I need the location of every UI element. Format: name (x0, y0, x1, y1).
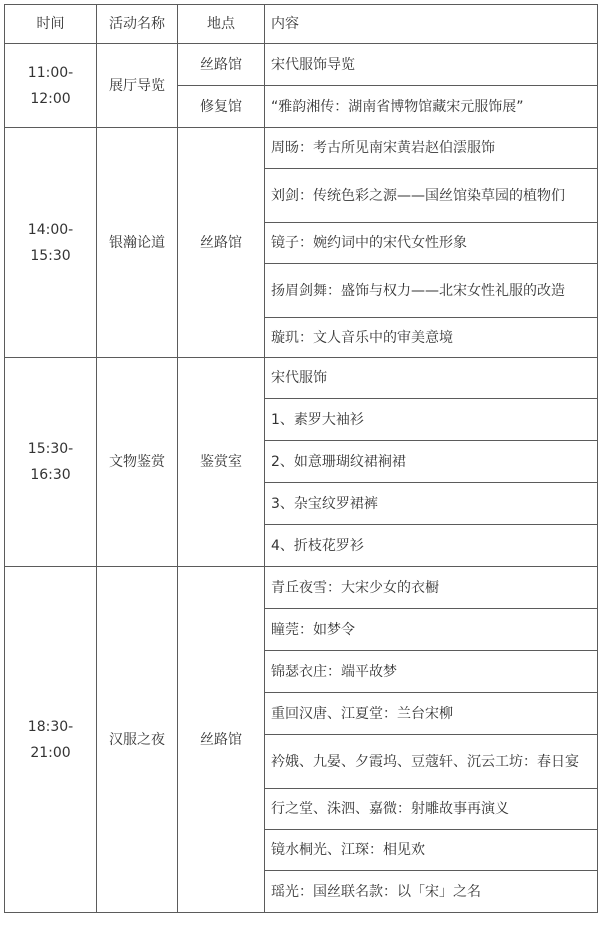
header-row (5, 5, 598, 44)
location-cell: 丝路馆 (178, 128, 265, 358)
content-cell: 周旸：考古所见南宋黄岩赵伯澐服饰 (265, 128, 598, 169)
content-cell: 宋代服饰导览 (265, 44, 598, 86)
content-cell: 锦瑟衣庄：端平故梦 (265, 651, 598, 693)
location-cell: 修复馆 (178, 86, 265, 128)
schedule-wrapper (4, 4, 598, 913)
time-cell: 15:30-16:30 (5, 358, 97, 567)
content-cell: 璇玑：文人音乐中的审美意境 (265, 318, 598, 358)
header-content: 内容 (265, 5, 598, 44)
content-cell: 重回汉唐、江夏堂：兰台宋柳 (265, 693, 598, 735)
content-cell: 刘剑：传统色彩之源——国丝馆染草园的植物们 (265, 169, 598, 223)
header-location: 地点 (178, 5, 265, 44)
time-cell: 11:00-12:00 (5, 44, 97, 128)
location-cell: 丝路馆 (178, 44, 265, 86)
content-cell: “雅韵湘传：湖南省博物馆藏宋元服饰展” (265, 86, 598, 128)
content-cell: 宋代服饰 (265, 358, 598, 399)
content-cell: 瑶光：国丝联名款：以「宋」之名 (265, 871, 598, 913)
content-cell: 瞳莞：如梦令 (265, 609, 598, 651)
content-cell: 镜水桐光、江琛：相见欢 (265, 830, 598, 871)
activity-cell: 银瀚论道 (97, 128, 178, 358)
header-time: 时间 (5, 5, 97, 44)
time-cell: 18:30-21:00 (5, 567, 97, 913)
activity-cell: 汉服之夜 (97, 567, 178, 913)
location-cell: 鉴赏室 (178, 358, 265, 567)
table-row (5, 44, 598, 86)
activity-cell: 文物鉴赏 (97, 358, 178, 567)
activity-cell: 展厅导览 (97, 44, 178, 128)
content-cell: 1、素罗大袖衫 (265, 399, 598, 441)
table-row (5, 128, 598, 169)
header-activity: 活动名称 (97, 5, 178, 44)
table-row (5, 567, 598, 609)
location-cell: 丝路馆 (178, 567, 265, 913)
content-cell: 4、折枝花罗衫 (265, 525, 598, 567)
content-cell: 青丘夜雪：大宋少女的衣橱 (265, 567, 598, 609)
content-cell: 镜子：婉约词中的宋代女性形象 (265, 223, 598, 264)
time-cell: 14:00-15:30 (5, 128, 97, 358)
content-cell: 扬眉剑舞：盛饰与权力——北宋女性礼服的改造 (265, 264, 598, 318)
content-cell: 2、如意珊瑚纹裙裥裙 (265, 441, 598, 483)
content-cell: 3、杂宝纹罗裙裤 (265, 483, 598, 525)
content-cell: 衿娥、九晏、夕霞坞、豆蔻轩、沉云工坊：春日宴 (265, 735, 598, 789)
table-row (5, 358, 598, 399)
schedule-table (4, 4, 598, 913)
content-cell: 行之堂、洙泗、嘉微：射雕故事再演义 (265, 789, 598, 830)
